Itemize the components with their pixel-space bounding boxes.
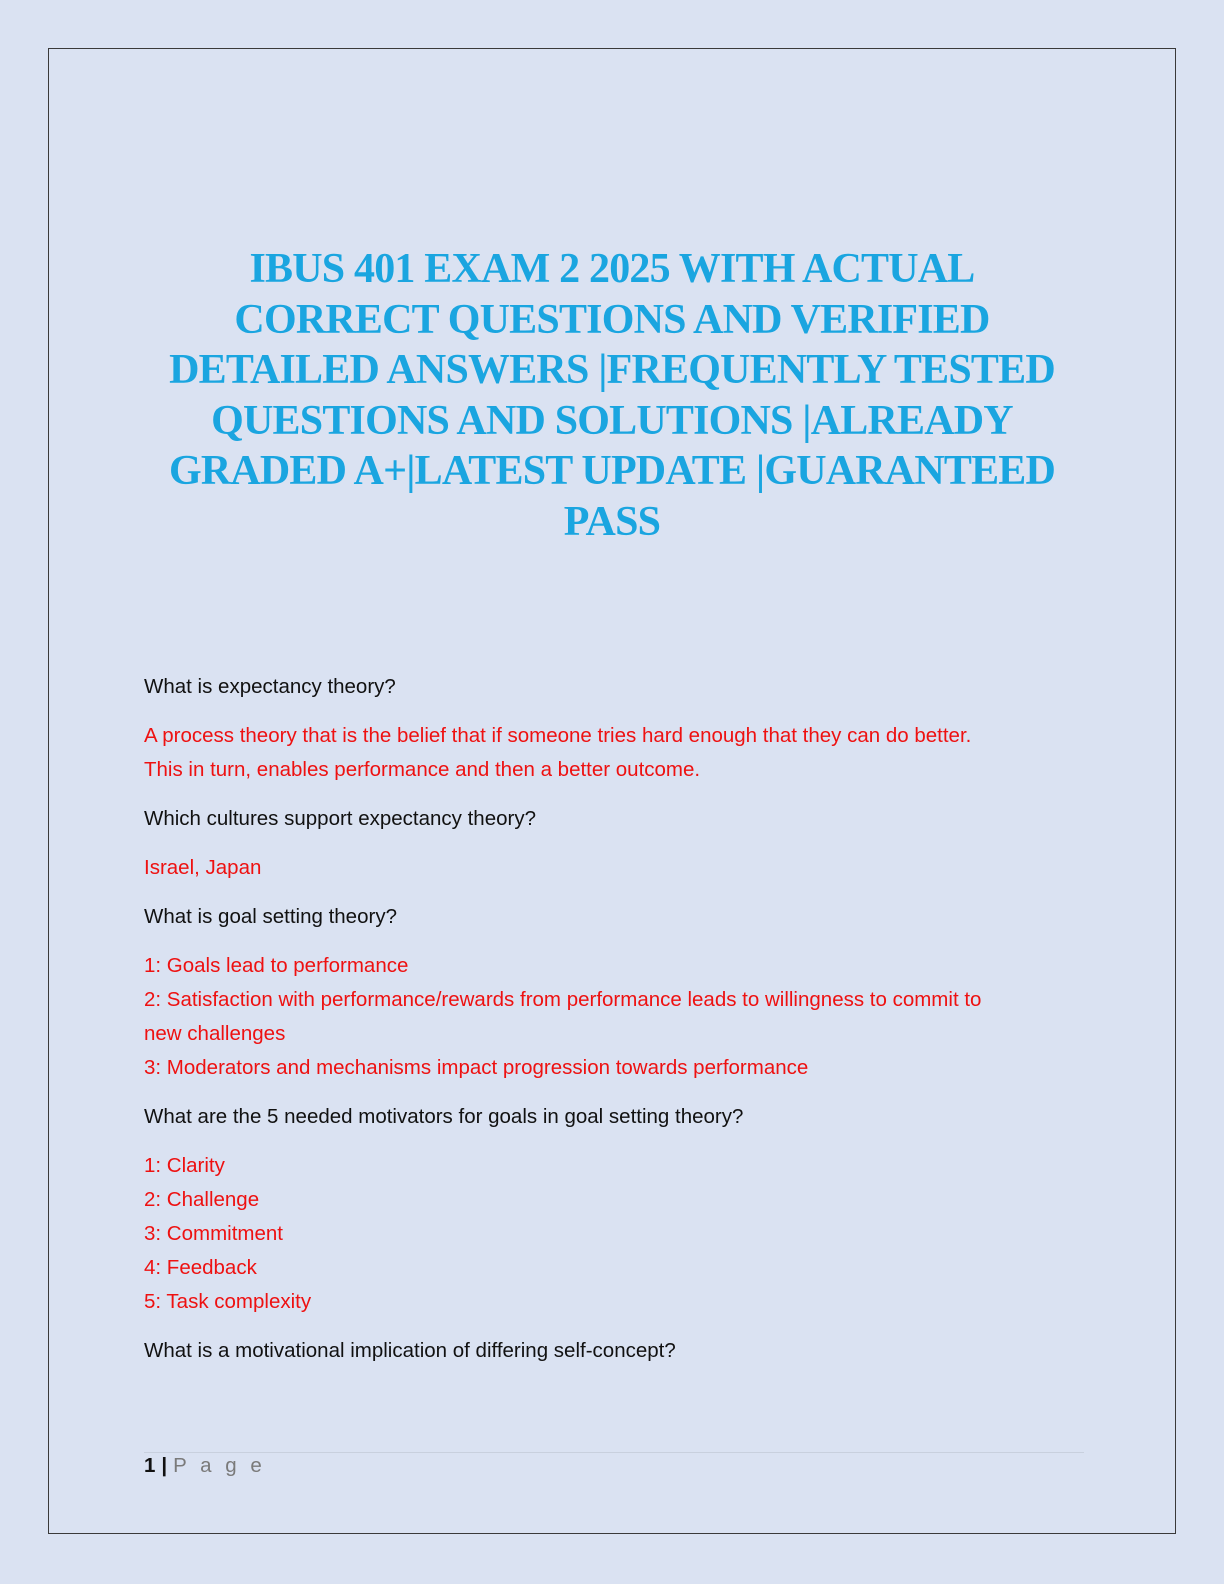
page-footer xyxy=(144,1453,266,1479)
answer-line: 4: Feedback xyxy=(144,1256,257,1279)
question-text: What are the 5 needed motivators for goals in goal setting theory? xyxy=(144,1105,744,1128)
answer-text xyxy=(144,1149,1084,1319)
answer-line: 2: Satisfaction with performance/rewards from performance leads to willingness to commit to xyxy=(144,988,982,1011)
answer-line: 1: Goals lead to performance xyxy=(144,954,409,977)
question-text: What is goal setting theory? xyxy=(144,905,397,928)
page-number: 1 xyxy=(144,1454,156,1477)
qa-content xyxy=(144,670,1084,1383)
title-line: IBUS 401 EXAM 2 2025 WITH ACTUAL xyxy=(249,246,975,292)
question-text: What is expectancy theory? xyxy=(144,675,396,698)
answer-line: This in turn, enables performance and then a better outcome. xyxy=(144,758,701,781)
answer-text xyxy=(144,851,1084,885)
question-text: Which cultures support expectancy theory? xyxy=(144,807,536,830)
answer-line: 5: Task complexity xyxy=(144,1290,312,1313)
answer-text xyxy=(144,719,1084,787)
answer-line: A process theory that is the belief that if someone tries hard enough that they can do better. xyxy=(144,724,972,747)
footer-separator: | xyxy=(161,1454,168,1477)
page-label: P a g e xyxy=(173,1454,266,1477)
title-line: DETAILED ANSWERS |FREQUENTLY TESTED xyxy=(169,347,1055,393)
document-title xyxy=(130,244,1094,547)
title-line: PASS xyxy=(563,498,661,545)
answer-line: 1: Clarity xyxy=(144,1154,225,1177)
answer-text xyxy=(144,949,1084,1085)
answer-line: Israel, Japan xyxy=(144,856,262,879)
answer-line: 3: Commitment xyxy=(144,1222,283,1245)
title-line: CORRECT QUESTIONS AND VERIFIED xyxy=(234,296,990,343)
title-line: GRADED A+|LATEST UPDATE |GUARANTEED xyxy=(168,448,1056,494)
title-line: QUESTIONS AND SOLUTIONS |ALREADY xyxy=(211,397,1013,444)
answer-line: 3: Moderators and mechanisms impact progression towards performance xyxy=(144,1056,809,1079)
answer-line: 2: Challenge xyxy=(144,1188,260,1211)
footer-divider xyxy=(144,1452,1084,1453)
question-text: What is a motivational implication of differing self-concept? xyxy=(144,1339,676,1362)
answer-line: new challenges xyxy=(144,1022,286,1045)
